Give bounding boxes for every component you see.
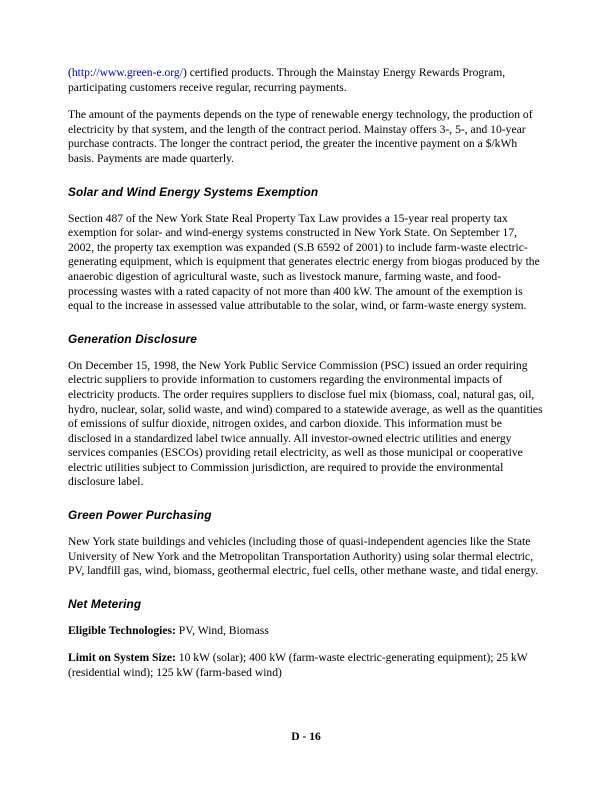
page-content — [68, 66, 546, 694]
limit-on-system-size-value: 10 kW (solar); 400 kW (farm-waste electric-generating equipment); 25 kW (residential wind); 125 kW (farm-based wind) — [68, 651, 528, 680]
heading-green-power-purchasing: Green Power Purchasing — [68, 508, 212, 523]
limit-on-system-size-label: Limit on System Size: — [68, 651, 176, 665]
paragraph-intro-link — [68, 66, 546, 95]
paragraph-intro-text: ) certified products. Through the Mainstay Energy Rewards Program, participating customers receive regular, recurring payments. — [68, 66, 506, 94]
field-limit-on-system-size — [68, 651, 546, 680]
paragraph-payments: The amount of the payments depends on the type of renewable energy technology, the production of electricity by that system, and the length of the contract period. Mainstay offers 3-, 5-, and 10-year purchase contracts. The longer the contract period, the greater the incentive payment on a $/kWh basis. Payments are made quarterly. — [68, 108, 533, 165]
paragraph-green-power-purchasing: New York state buildings and vehicles (including those of quasi-independent agencies like the State University of New York and the Metropolitan Transportation Authority) using solar thermal electric, PV, landfill gas, wind, biomass, geothermal electric, fuel cells, other methane waste, and tidal energy. — [68, 535, 539, 578]
field-eligible-technologies — [68, 624, 546, 639]
open-paren: ( — [68, 66, 72, 79]
heading-generation-disclosure: Generation Disclosure — [68, 331, 198, 346]
heading-net-metering: Net Metering — [68, 596, 142, 611]
eligible-technologies-label: Eligible Technologies: — [68, 623, 176, 637]
paragraph-generation-disclosure: On December 15, 1998, the New York Public Service Commission (PSC) issued an order requiring electric suppliers to provide information to customers regarding the environmental impacts of electricity products. The order requires suppliers to disclose fuel mix (biomass, coal, natural gas, oil, hydro, nuclear, solar, solid waste, and wind) compared to a statewide average, as well as the quantities of emissions of sulfur dioxide, nitrogen oxides, and carbon dioxide. This information must be disclosed in a standardized label twice annually. All investor-owned electric utilities and energy services companies (ESCOs) providing retail electricity, as well as those municipal or cooperative electric utilities subject to Commission jurisdiction, are required to provide the environmental disclosure label. — [68, 358, 543, 489]
eligible-technologies-value: PV, Wind, Biomass — [175, 623, 269, 637]
green-e-link[interactable]: http://www.green-e.org/ — [71, 66, 183, 79]
heading-solar-wind-exemption: Solar and Wind Energy Systems Exemption — [68, 184, 319, 199]
page-footer: D - 16 — [291, 730, 321, 743]
paragraph-solar-wind-exemption: Section 487 of the New York State Real Property Tax Law provides a 15-year real property tax exemption for solar- and wind-energy systems constructed in New York State. On September 17, 2002, the property tax exemption was expanded (S.B 6592 of 2001) to include farm-waste electric-generating equipment, which is equipment that generates electric energy from biogas produced by the anaerobic digestion of agricultural waste, such as livestock manure, farming waste, and food-processing wastes with a rated capacity of not more than 400 kW. The amount of the exemption is equal to the increase in assessed value attributable to the solar, wind, or farm-waste energy system. — [68, 211, 540, 313]
